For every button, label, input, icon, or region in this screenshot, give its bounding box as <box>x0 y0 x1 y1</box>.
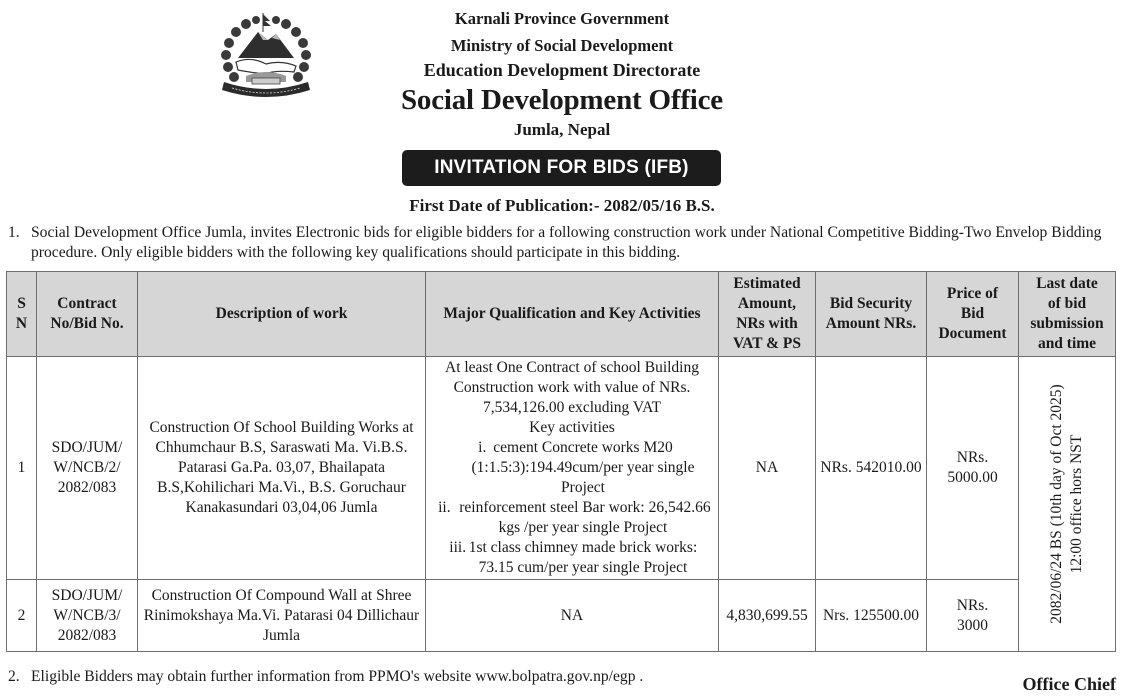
bids-table <box>6 271 1116 652</box>
header-contract-no: Contract No/Bid No. <box>37 272 138 357</box>
cell-price-bid-document: NRs. 3000 <box>927 580 1019 652</box>
key-activity-item: ii. reinforcement steel Bar work: 26,542.66 kgs /per year single Project <box>438 499 711 536</box>
paragraph-number: 2. <box>8 668 20 685</box>
cell-description: Construction Of Compound Wall at Shree Rinimokshaya Ma.Vi. Patarasi 04 Dillichaur Jumla <box>138 580 426 652</box>
office-title: Social Development Office <box>401 84 723 116</box>
cell-sn: 2 <box>7 580 37 652</box>
cell-last-date: 2082/06/24 BS (10th day of Oct 2025) 12:00 office hors NST <box>1019 357 1116 652</box>
header-sn: S N <box>7 272 37 357</box>
cell-price-bid-document: NRs. 5000.00 <box>927 357 1019 580</box>
directorate-name: Education Development Directorate <box>423 60 701 80</box>
ifb-banner-title: INVITATION FOR BIDS (IFB) <box>434 157 689 178</box>
signature-title: Office Chief <box>1022 674 1116 694</box>
cell-bid-security: NRs. 542010.00 <box>816 357 927 580</box>
table-row <box>7 580 1116 652</box>
publication-date: First Date of Publication:- 2082/05/16 B.S. <box>409 196 715 215</box>
cell-qualification: NA <box>426 580 719 652</box>
cell-description: Construction Of School Building Works at Chhumchaur B.S, Saraswati Ma. Vi.B.S. Patarasi Ga.Pa. 03,07, Bhailapata B.S,Kohilichari Ma.Vi., B.S. Goruchaur Kanakasundari 03,04,06 Jumla <box>138 357 426 580</box>
paragraph-number: 1. <box>8 224 20 241</box>
cell-estimated-amount: NA <box>719 357 816 580</box>
cell-qualification: At least One Contract of school Building Construction work with value of NRs. 7,534,126.00 excluding VAT Key activities i. cement Concrete works M20 (1:1.5:3):194.49cum/per year single Project ii. reinforcement steel Bar work: 26,542.66 kgs /per year single Project iii. 1st class chimney made brick works: 73.15 cum/per year single Project <box>426 357 719 580</box>
header-estimated-amount: Estimated Amount, NRs with VAT & PS <box>719 272 816 357</box>
table-header-row <box>7 272 1116 357</box>
cell-contract-no: SDO/JUM/ W/NCB/2/ 2082/083 <box>37 357 138 580</box>
paragraph-1 <box>8 223 1118 263</box>
key-activities-heading: Key activities <box>529 419 615 436</box>
header-price-bid-document: Price of Bid Document <box>927 272 1019 357</box>
header-qualification: Major Qualification and Key Activities <box>426 272 719 357</box>
table-row <box>7 357 1116 580</box>
cell-contract-no: SDO/JUM/ W/NCB/3/ 2082/083 <box>37 580 138 652</box>
key-activity-item: i. cement Concrete works M20 (1:1.5:3):194.49cum/per year single Project <box>471 439 695 496</box>
ifb-banner <box>402 150 721 186</box>
ministry-name: Ministry of Social Development <box>450 36 674 55</box>
paragraph-2 <box>8 667 1118 687</box>
key-activity-item: iii. 1st class chimney made brick works: 73.15 cum/per year single Project <box>449 539 698 576</box>
office-location: Jumla, Nepal <box>513 120 611 139</box>
cell-estimated-amount: 4,830,699.55 <box>719 580 816 652</box>
header-description: Description of work <box>138 272 426 357</box>
cell-bid-security: Nrs. 125500.00 <box>816 580 927 652</box>
cell-sn: 1 <box>7 357 37 580</box>
header-bid-security: Bid Security Amount NRs. <box>816 272 927 357</box>
paragraph-text: Eligible Bidders may obtain further information from PPMO's website www.bolpatra.gov.np/egp . <box>31 668 644 685</box>
government-name: Karnali Province Government <box>454 9 670 28</box>
paragraph-text: Social Development Office Jumla, invites Electronic bids for eligible bidders for a following construction work under National Competitive Bidding-Two Envelop Bidding procedure. Only eligible bidders with the following key qualifications should participate in this bidding. <box>31 224 1102 261</box>
header-last-date: Last date of bid submission and time <box>1019 272 1116 357</box>
